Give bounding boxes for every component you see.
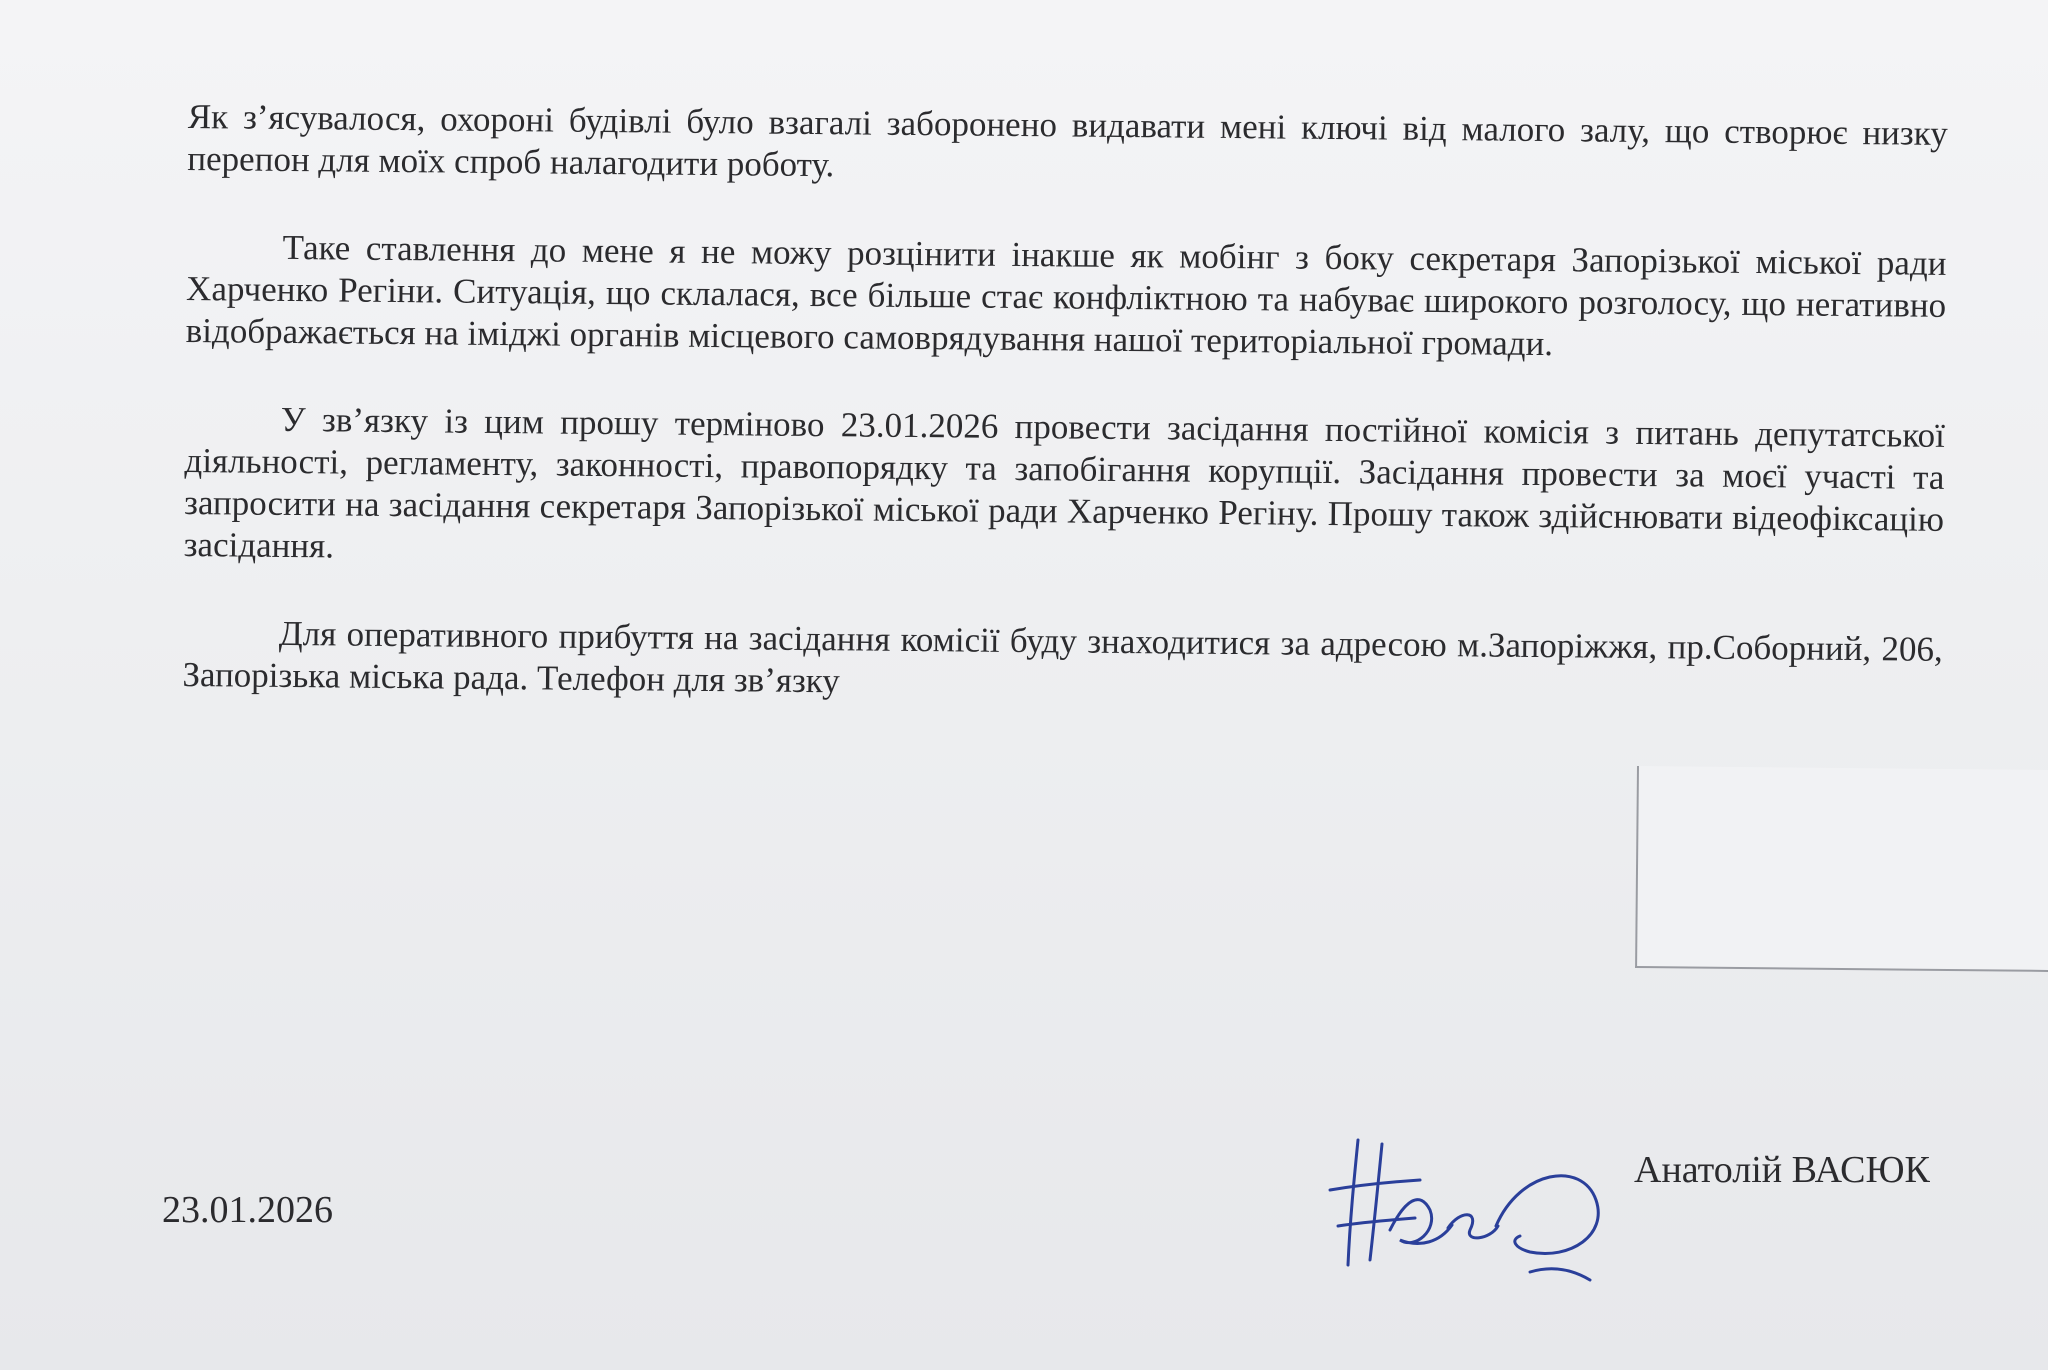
paragraph-contact: Для оперативного прибуття на засідання комісії буду знаходитися за адресою м.Запоріжжя, пр.Соборний, 206, Запорізька міська рада. Телефон для зв’язку — [182, 613, 1943, 701]
handwritten-signature — [1320, 1130, 1620, 1300]
redaction-box — [1635, 766, 2048, 972]
document-date: 23.01.2026 — [162, 1189, 333, 1231]
paragraph-request: У зв’язку із цим прошу терміново 23.01.2026 провести засідання постійної комісія з питань депутатської діяльності, регламенту, законності, правопорядку та запобігання корупції. Засідання провести за моєї участі та запросити на засідання секретаря Запорізької міської ради Харченко Регіну. Прошу також здійснювати відеофіксацію засідання. — [183, 399, 1946, 566]
paragraph-keys-ban: Як з’ясувалося, охороні будівлі було взагалі заборонено видавати мені ключі від малого залу, що створює низку перепон для моїх спроб налагодити роботу. — [187, 96, 1948, 185]
paragraph-mobbing: Таке ставлення до мене я не можу розцінити інакше як мобінг з боку секретаря Запорізької міської ради Харченко Регіни. Ситуація, що склалася, все більше стає конфліктною та набуває широкого розголосу, що негативно відображається на іміджі органів місцевого самоврядування нашої територіальної громади. — [185, 227, 1947, 364]
document-body — [182, 96, 1948, 759]
signer-name: Анатолій ВАСЮК — [1634, 1149, 1930, 1191]
